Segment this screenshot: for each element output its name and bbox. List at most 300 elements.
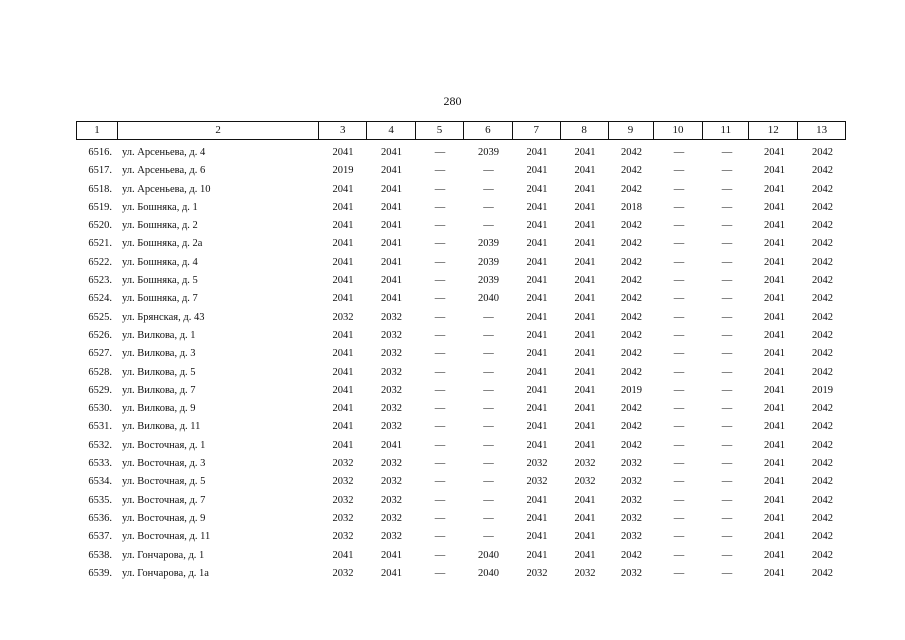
year-cell: 2032 — [381, 476, 402, 488]
year-cell: — — [483, 458, 494, 470]
row-number-cell: 6527. — [88, 348, 112, 360]
year-cell: 2041 — [764, 348, 785, 360]
year-cell: — — [434, 494, 446, 506]
address-cell: ул. Арсеньева, д. 4 — [122, 147, 206, 158]
address-cell: ул. Бошняка, д. 4 — [122, 256, 198, 268]
year-cell: 2041 — [526, 183, 548, 195]
year-cell: 2032 — [381, 384, 402, 396]
year-cell: 2041 — [574, 293, 596, 305]
year-cell: 2041 — [526, 275, 548, 287]
year-cell: 2042 — [812, 147, 833, 158]
year-cell: 2041 — [381, 201, 402, 213]
year-cell: 2041 — [764, 275, 785, 287]
year-cell: 2032 — [621, 512, 642, 524]
row-number-cell: 6517. — [88, 165, 112, 177]
year-cell: 2032 — [332, 531, 354, 543]
year-cell: — — [721, 275, 733, 287]
year-cell: 2042 — [812, 439, 833, 451]
year-cell: 2032 — [332, 494, 354, 506]
year-cell: — — [673, 311, 685, 323]
table-header-row — [76, 121, 846, 140]
table-row — [76, 327, 846, 345]
row-number-cell: 6522. — [88, 256, 112, 268]
year-cell: — — [673, 439, 685, 451]
year-cell: 2032 — [332, 512, 354, 524]
year-cell: — — [721, 476, 733, 488]
year-cell: 2041 — [764, 567, 785, 579]
address-cell: ул. Восточная, д. 11 — [122, 531, 211, 543]
year-cell: 2041 — [526, 293, 548, 305]
year-cell: 2040 — [478, 567, 499, 579]
year-cell: 2041 — [332, 403, 354, 415]
year-cell: — — [721, 256, 733, 268]
year-cell: 2042 — [812, 512, 833, 524]
table-row — [76, 364, 846, 382]
year-cell: 2039 — [478, 256, 499, 268]
year-cell: — — [434, 311, 446, 323]
address-cell: ул. Арсеньева, д. 6 — [122, 165, 206, 177]
year-cell: — — [434, 366, 446, 378]
year-cell: — — [434, 147, 446, 158]
year-cell: 2042 — [621, 275, 642, 287]
year-cell: 2032 — [621, 476, 642, 488]
year-cell: 2041 — [764, 494, 785, 506]
year-cell: — — [721, 549, 733, 561]
table-row — [76, 290, 846, 308]
year-cell: 2041 — [526, 366, 548, 378]
address-cell: ул. Гончарова, д. 1 — [122, 549, 205, 561]
year-cell: — — [673, 384, 685, 396]
column-header-1: 1 — [77, 122, 118, 139]
year-cell: 2041 — [764, 293, 785, 305]
year-cell: — — [673, 329, 685, 341]
year-cell: — — [483, 494, 494, 506]
year-cell: 2041 — [764, 147, 785, 158]
row-number-cell: 6534. — [88, 476, 112, 488]
year-cell: 2042 — [812, 494, 833, 506]
year-cell: 2041 — [526, 220, 548, 232]
year-cell: 2041 — [764, 329, 785, 341]
column-header-13: 13 — [816, 124, 828, 136]
year-cell: — — [721, 238, 733, 250]
row-number-cell: 6525. — [88, 311, 112, 323]
year-cell: — — [483, 220, 494, 232]
row-number-cell: 6531. — [88, 421, 112, 433]
row-number-cell: 6537. — [88, 531, 112, 543]
table-row — [76, 547, 846, 565]
table-row — [76, 162, 846, 180]
year-cell: 2032 — [574, 567, 596, 579]
year-cell: 2041 — [764, 165, 785, 177]
table-row — [76, 473, 846, 491]
year-cell: 2041 — [332, 293, 354, 305]
year-cell: 2042 — [621, 220, 642, 232]
year-cell: 2019 — [621, 384, 642, 396]
table-row — [76, 181, 846, 199]
year-cell: — — [434, 348, 446, 360]
year-cell: 2041 — [574, 384, 596, 396]
year-cell: 2041 — [332, 238, 354, 250]
year-cell: 2042 — [812, 165, 833, 177]
table-row — [76, 418, 846, 436]
year-cell: 2041 — [526, 549, 548, 561]
table-row — [76, 382, 846, 400]
year-cell: 2039 — [478, 275, 499, 287]
year-cell: 2042 — [621, 329, 642, 341]
year-cell: 2041 — [526, 348, 548, 360]
year-cell: — — [483, 165, 494, 177]
year-cell: 2040 — [478, 293, 499, 305]
year-cell: 2032 — [381, 403, 402, 415]
year-cell: — — [673, 403, 685, 415]
year-cell: — — [721, 183, 733, 195]
year-cell: — — [721, 403, 733, 415]
column-header-5: 5 — [416, 122, 464, 139]
year-cell: — — [721, 458, 733, 470]
column-header-12: 12 — [749, 122, 798, 139]
year-cell: 2041 — [526, 421, 548, 433]
year-cell: — — [434, 512, 446, 524]
table-row — [76, 309, 846, 327]
row-number-cell: 6532. — [88, 439, 112, 451]
year-cell: — — [673, 531, 685, 543]
year-cell: 2041 — [381, 220, 402, 232]
year-cell: 2041 — [381, 275, 402, 287]
column-header-11: 11 — [703, 122, 749, 139]
year-cell: 2041 — [332, 549, 354, 561]
address-cell: ул. Бошняка, д. 2 — [122, 220, 198, 232]
table-row — [76, 455, 846, 473]
year-cell: 2032 — [381, 329, 402, 341]
year-cell: — — [434, 220, 446, 232]
year-cell: — — [673, 567, 685, 579]
year-cell: — — [721, 293, 733, 305]
address-cell: ул. Бошняка, д. 7 — [122, 293, 198, 305]
year-cell: — — [721, 348, 733, 360]
year-cell: 2032 — [381, 311, 402, 323]
year-cell: — — [434, 531, 446, 543]
year-cell: 2041 — [381, 165, 402, 177]
year-cell: 2042 — [621, 421, 642, 433]
year-cell: — — [434, 329, 446, 341]
year-cell: 2041 — [764, 421, 785, 433]
year-cell: 2041 — [381, 147, 402, 158]
address-cell: ул. Вилкова, д. 5 — [122, 366, 196, 378]
year-cell: — — [721, 201, 733, 213]
year-cell: 2041 — [526, 147, 548, 158]
year-cell: — — [434, 256, 446, 268]
year-cell: — — [483, 531, 494, 543]
year-cell: 2032 — [381, 512, 402, 524]
column-header-6: 6 — [464, 122, 513, 139]
year-cell: — — [673, 147, 685, 158]
table-row — [76, 235, 846, 253]
year-cell: 2032 — [621, 567, 642, 579]
address-cell: ул. Восточная, д. 1 — [122, 439, 206, 451]
year-cell: 2041 — [381, 256, 402, 268]
year-cell: — — [483, 366, 494, 378]
year-cell: 2041 — [526, 238, 548, 250]
year-cell: — — [673, 238, 685, 250]
year-cell: 2041 — [764, 366, 785, 378]
year-cell: 2032 — [621, 494, 642, 506]
year-cell: 2042 — [812, 458, 833, 470]
year-cell: 2042 — [621, 238, 642, 250]
year-cell: 2041 — [381, 293, 402, 305]
year-cell: 2042 — [621, 183, 642, 195]
year-cell: — — [721, 329, 733, 341]
year-cell: 2041 — [381, 567, 402, 579]
row-number-cell: 6538. — [88, 549, 112, 561]
year-cell: 2042 — [621, 403, 642, 415]
year-cell: 2041 — [764, 201, 785, 213]
year-cell: 2041 — [764, 439, 785, 451]
year-cell: 2018 — [621, 201, 642, 213]
year-cell: 2041 — [332, 183, 354, 195]
year-cell: — — [673, 512, 685, 524]
year-cell: 2041 — [764, 384, 785, 396]
year-cell: 2032 — [332, 476, 354, 488]
year-cell: 2041 — [764, 458, 785, 470]
year-cell: — — [721, 421, 733, 433]
table-row — [76, 254, 846, 272]
year-cell: 2042 — [812, 275, 833, 287]
year-cell: 2041 — [574, 220, 596, 232]
year-cell: — — [721, 494, 733, 506]
year-cell: 2041 — [574, 421, 596, 433]
year-cell: 2032 — [526, 476, 548, 488]
year-cell: 2041 — [764, 549, 785, 561]
page-number: 280 — [443, 94, 462, 108]
year-cell: 2041 — [332, 421, 354, 433]
row-number-cell: 6539. — [88, 567, 112, 579]
year-cell: 2032 — [526, 458, 548, 470]
year-cell: — — [483, 512, 494, 524]
year-cell: 2041 — [574, 147, 596, 158]
year-cell: 2041 — [574, 549, 596, 561]
address-cell: ул. Вилкова, д. 9 — [122, 403, 196, 415]
column-header-10: 10 — [654, 122, 704, 139]
year-cell: 2042 — [812, 256, 833, 268]
year-cell: 2041 — [764, 256, 785, 268]
year-cell: 2041 — [526, 384, 548, 396]
year-cell: 2041 — [574, 439, 596, 451]
address-cell: ул. Восточная, д. 7 — [122, 494, 206, 506]
year-cell: 2041 — [764, 183, 785, 195]
year-cell: 2042 — [621, 165, 642, 177]
row-number-cell: 6518. — [88, 183, 112, 195]
year-cell: 2041 — [574, 165, 596, 177]
year-cell: 2032 — [381, 366, 402, 378]
year-cell: 2042 — [812, 311, 833, 323]
year-cell: 2042 — [812, 567, 833, 579]
address-cell: ул. Вилкова, д. 11 — [122, 421, 201, 433]
row-number-cell: 6535. — [88, 494, 112, 506]
year-cell: 2042 — [812, 293, 833, 305]
year-cell: 2039 — [478, 238, 499, 250]
column-header-7: 7 — [513, 122, 561, 139]
year-cell: 2042 — [812, 329, 833, 341]
year-cell: 2032 — [332, 458, 354, 470]
year-cell: 2041 — [574, 275, 596, 287]
year-cell: — — [483, 329, 494, 341]
year-cell: 2042 — [621, 147, 642, 158]
table-row — [76, 345, 846, 363]
row-number-cell: 6520. — [88, 220, 112, 232]
year-cell: 2041 — [574, 201, 596, 213]
year-cell: 2041 — [332, 366, 354, 378]
address-cell: ул. Вилкова, д. 3 — [122, 348, 196, 360]
table-body — [76, 144, 846, 583]
year-cell: — — [483, 311, 494, 323]
year-cell: 2041 — [574, 311, 596, 323]
year-cell: — — [434, 439, 446, 451]
year-cell: 2041 — [526, 512, 548, 524]
year-cell: 2032 — [621, 458, 642, 470]
year-cell: 2041 — [574, 183, 596, 195]
row-number-cell: 6524. — [88, 293, 112, 305]
year-cell: 2041 — [574, 348, 596, 360]
year-cell: 2041 — [764, 512, 785, 524]
year-cell: 2041 — [574, 238, 596, 250]
year-cell: — — [721, 384, 733, 396]
year-cell: — — [721, 512, 733, 524]
year-cell: — — [483, 439, 494, 451]
address-cell: ул. Брянская, д. 43 — [122, 311, 205, 323]
year-cell: 2032 — [574, 458, 596, 470]
year-cell: — — [483, 476, 494, 488]
year-cell: 2042 — [621, 348, 642, 360]
year-cell: — — [434, 549, 446, 561]
year-cell: 2042 — [812, 220, 833, 232]
year-cell: — — [721, 567, 733, 579]
column-header-3: 3 — [319, 122, 367, 139]
year-cell: — — [673, 549, 685, 561]
table-row — [76, 437, 846, 455]
year-cell: — — [673, 458, 685, 470]
schedule-table — [76, 121, 846, 583]
address-cell: ул. Арсеньева, д. 10 — [122, 183, 211, 195]
year-cell: — — [434, 567, 446, 579]
year-cell: 2041 — [381, 238, 402, 250]
year-cell: 2041 — [526, 256, 548, 268]
year-cell: 2042 — [812, 549, 833, 561]
year-cell: 2041 — [764, 220, 785, 232]
address-cell: ул. Вилкова, д. 1 — [122, 329, 196, 341]
year-cell: — — [434, 165, 446, 177]
year-cell: — — [483, 348, 494, 360]
year-cell: 2040 — [478, 549, 499, 561]
year-cell: 2042 — [812, 201, 833, 213]
year-cell: 2042 — [812, 421, 833, 433]
address-cell: ул. Гончарова, д. 1а — [122, 567, 209, 579]
year-cell: — — [673, 201, 685, 213]
year-cell: — — [673, 476, 685, 488]
year-cell: — — [434, 403, 446, 415]
year-cell: 2032 — [381, 458, 402, 470]
year-cell: — — [721, 366, 733, 378]
row-number-cell: 6529. — [88, 384, 112, 396]
year-cell: — — [673, 293, 685, 305]
table-row — [76, 199, 846, 217]
year-cell: — — [721, 147, 733, 158]
year-cell: 2041 — [764, 476, 785, 488]
address-cell: ул. Бошняка, д. 1 — [122, 201, 198, 213]
year-cell: — — [721, 165, 733, 177]
row-number-cell: 6533. — [88, 458, 112, 470]
year-cell: — — [434, 201, 446, 213]
year-cell: 2041 — [332, 275, 354, 287]
address-cell: ул. Восточная, д. 5 — [122, 476, 206, 488]
year-cell: 2041 — [574, 512, 596, 524]
year-cell: — — [721, 220, 733, 232]
year-cell: 2032 — [574, 476, 596, 488]
year-cell: 2041 — [332, 256, 354, 268]
column-header-4: 4 — [367, 122, 416, 139]
year-cell: 2041 — [526, 439, 548, 451]
address-cell: ул. Восточная, д. 9 — [122, 512, 206, 524]
year-cell: 2042 — [812, 531, 833, 543]
year-cell: 2041 — [574, 329, 596, 341]
year-cell: — — [673, 256, 685, 268]
year-cell: 2041 — [764, 238, 785, 250]
column-header-2: 2 — [118, 122, 319, 139]
year-cell: — — [434, 421, 446, 433]
year-cell: — — [434, 183, 446, 195]
row-number-cell: 6536. — [88, 512, 112, 524]
column-header-8: 8 — [561, 122, 609, 139]
year-cell: 2042 — [812, 238, 833, 250]
year-cell: 2041 — [574, 531, 596, 543]
year-cell: — — [483, 403, 494, 415]
table-row — [76, 528, 846, 546]
year-cell: 2042 — [621, 293, 642, 305]
row-number-cell: 6526. — [88, 329, 112, 341]
address-cell: ул. Бошняка, д. 5 — [122, 275, 198, 287]
address-cell: ул. Восточная, д. 3 — [122, 458, 206, 470]
year-cell: 2032 — [332, 311, 354, 323]
year-cell: — — [483, 421, 494, 433]
year-cell: — — [434, 275, 446, 287]
year-cell: — — [673, 275, 685, 287]
row-number-cell: 6521. — [88, 238, 112, 250]
year-cell: 2041 — [526, 311, 548, 323]
year-cell: 2041 — [381, 183, 402, 195]
year-cell: 2042 — [812, 183, 833, 195]
table-row — [76, 272, 846, 290]
year-cell: 2041 — [764, 403, 785, 415]
year-cell: — — [434, 384, 446, 396]
year-cell: 2041 — [526, 531, 548, 543]
row-number-cell: 6523. — [88, 275, 112, 287]
year-cell: — — [673, 183, 685, 195]
year-cell: 2041 — [332, 147, 354, 158]
year-cell: 2041 — [764, 311, 785, 323]
year-cell: — — [483, 201, 494, 213]
year-cell: 2042 — [812, 348, 833, 360]
year-cell: 2032 — [526, 567, 548, 579]
year-cell: — — [673, 220, 685, 232]
year-cell: 2041 — [526, 165, 548, 177]
year-cell: 2041 — [574, 494, 596, 506]
year-cell: 2042 — [621, 256, 642, 268]
year-cell: 2042 — [812, 403, 833, 415]
year-cell: — — [483, 384, 494, 396]
table-row — [76, 400, 846, 418]
year-cell: — — [721, 311, 733, 323]
column-header-9: 9 — [609, 122, 654, 139]
year-cell: — — [434, 293, 446, 305]
